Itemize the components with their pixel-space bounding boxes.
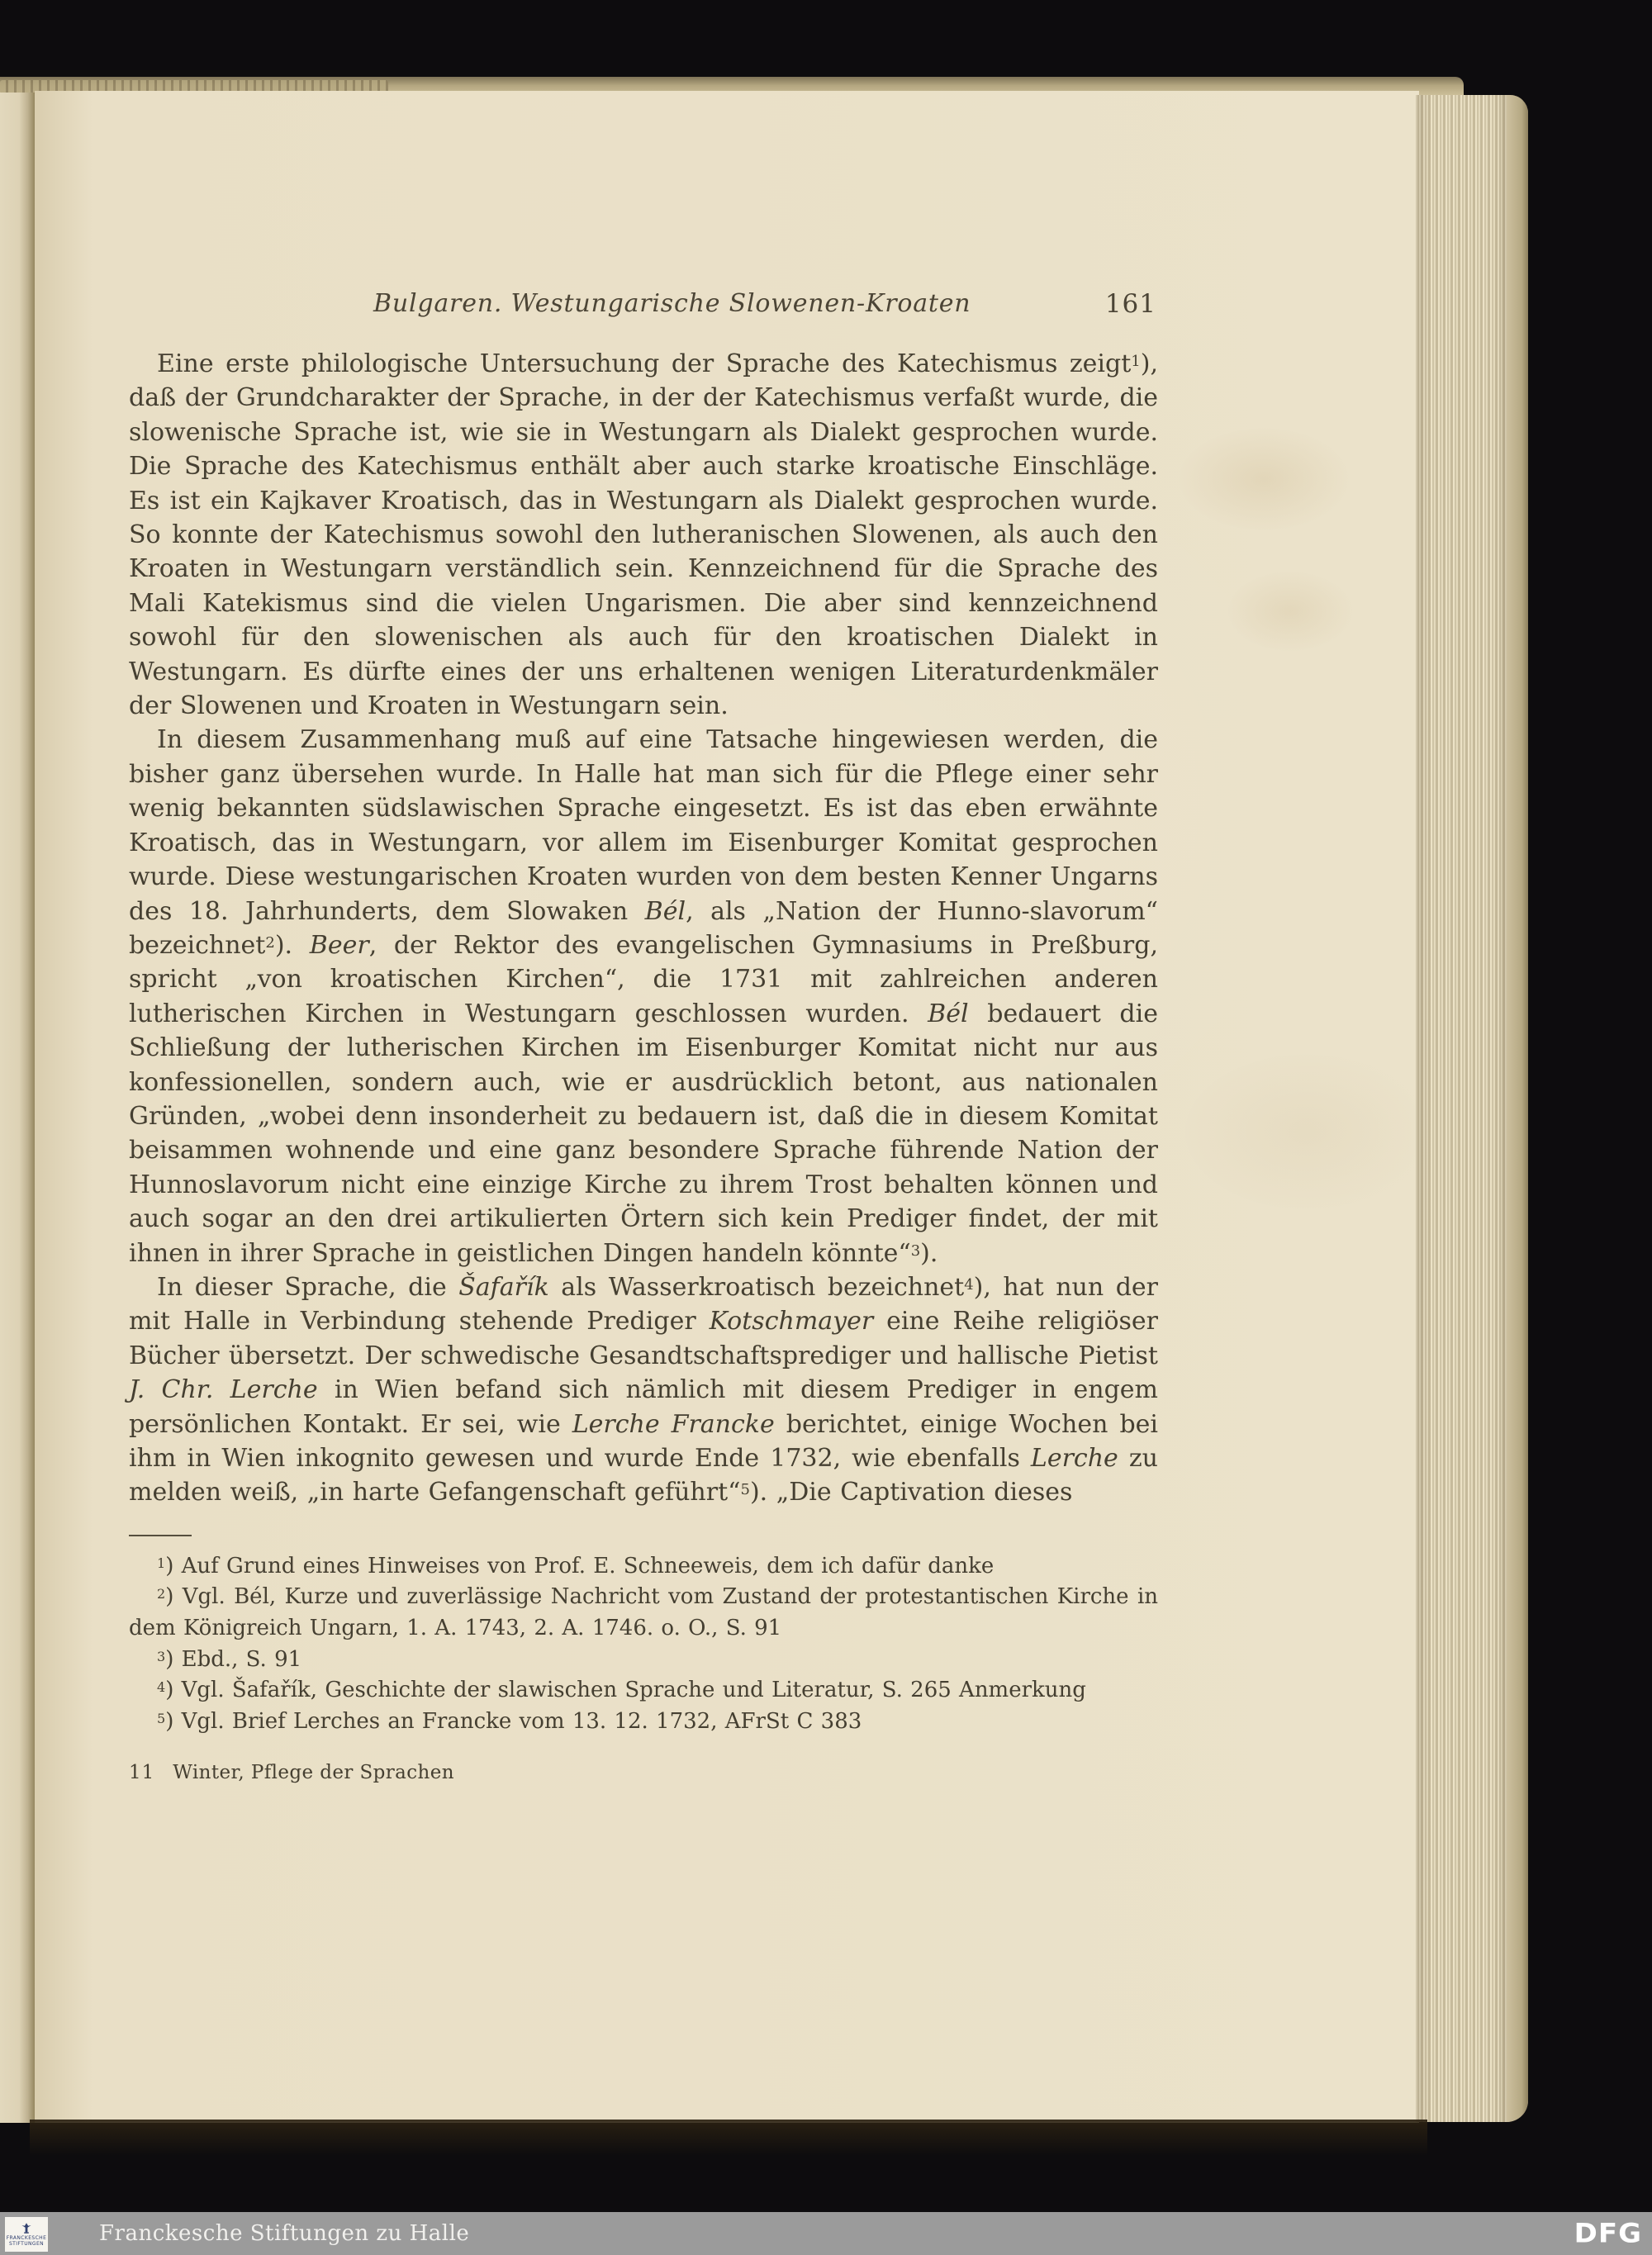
text-run: in Wien befand sich nämlich mit diesem Prediger in engem persönlichen Kontakt. Er sei, wie (129, 1375, 1158, 1439)
text-run: ). (920, 1238, 938, 1268)
footnotes (129, 1551, 1158, 1738)
text-run: In diesem Zusammenhang muß auf eine Tatsache hingewiesen werden, die bisher ganz übersehen wurde. In Halle hat man sich für die Pflege einer sehr wenig bekannten südslawischen Sprache eingesetzt. Es ist das eben erwähnte Kroatisch, das in Westungarn, vor allem im Eisenburger Komitat gesprochen wurde. Diese westungarischen Kroaten wurden von dem besten Kenner Ungarns des 18. Jahrhunderts, dem Slowaken (129, 725, 1158, 926)
printer-signature-line (129, 1762, 1158, 1783)
text-run: ). „Die Captivation dieses (749, 1478, 1073, 1507)
text-run: ). (274, 930, 310, 960)
footnote-reference: 4 (964, 1275, 974, 1294)
footnote (129, 1551, 1158, 1583)
body-paragraphs (129, 347, 1158, 1510)
body-paragraph (129, 1270, 1158, 1510)
text-run: , als „Nation der Hunno-slavorum“ bezeichnet (129, 896, 1159, 960)
book-gutter-edge (0, 93, 35, 2123)
italic-text: Lerche Francke (572, 1409, 775, 1439)
footnote-text: ) Auf Grund eines Hinweises von Prof. E. Schneeweis, dem ich dafür danke (165, 1553, 995, 1578)
footnote-marker: 3 (157, 1648, 166, 1664)
logo-caption-line2: STIFTUNGEN (8, 2241, 45, 2247)
italic-text: Bél (644, 896, 686, 926)
footnote-text: ) Ebd., S. 91 (165, 1646, 302, 1672)
text-run: als Wasserkroatisch bezeichnet (548, 1272, 965, 1302)
footnote-reference: 2 (265, 933, 275, 952)
page-text-block (129, 347, 1158, 1802)
italic-text: Šafařík (458, 1272, 549, 1302)
italic-text: Kotschmayer (709, 1307, 874, 1336)
footnote-text: ) Vgl. Bél, Kurze und zuverlässige Nachricht vom Zustand der protestantischen Kirche in dem Königreich Ungarn, 1. A. 1743, 2. A. 1746. o. O., S. 91 (129, 1584, 1158, 1640)
institution-name: Franckesche Stiftungen zu Halle (99, 2221, 470, 2246)
text-run: ), hat nun der mit Halle in Verbindung stehende Prediger (129, 1272, 1158, 1336)
footnote-reference: 1 (1131, 353, 1141, 370)
text-run: berichtet, einige Wochen bei ihm in Wien inkognito gewesen und wurde Ende 1732, wie ebenfalls (129, 1409, 1158, 1473)
footnote-reference: 3 (910, 1241, 921, 1260)
text-run: bedauert die Schließung der lutherischen Kirchen im Eisenburger Komitat nicht nur aus konfessionellen, sondern auch, wie er ausdrücklich betont, aus nationalen Gründen, „wobei denn insonderheit zu bedauern ist, daß die in diesem Komitat beisammen wohnende und eine ganz besondere Sprache führende Nation der Hunnoslavorum nicht eine einzige Kirche zu ihrem Trost behalten können und auch sogar an den drei artikulierten Örtern sich kein Prediger findet, der mit ihnen in ihrer Sprache in geistlichen Dingen handeln könnte“ (129, 999, 1158, 1268)
text-run: zu melden weiß, „in harte Gefangenschaft geführt“ (129, 1444, 1158, 1507)
dfg-logo: DFG (1574, 2218, 1642, 2249)
footnote (129, 1645, 1158, 1676)
body-paragraph (129, 723, 1158, 1270)
running-header-title: Bulgaren. Westungarische Slowenen-Kroaten (373, 289, 971, 318)
footnote (129, 1707, 1158, 1738)
signature-number: 11 (129, 1762, 155, 1784)
franckesche-eagle-icon (21, 2222, 32, 2234)
footnote-marker: 4 (157, 1679, 166, 1696)
italic-text: Lerche (1030, 1444, 1118, 1473)
footnote-marker: 5 (157, 1710, 166, 1726)
logo-caption-line1: FRANCKESCHE (6, 2235, 47, 2241)
footnote-marker: 2 (157, 1586, 166, 1602)
signature-text: Winter, Pflege der Sprachen (173, 1762, 454, 1784)
text-run: ), daß der Grundcharakter der Sprache, in der der Katechismus verfaßt wurde, die slowenische Sprache ist, wie sie in Westungarn als Dialekt gesprochen wurde. Die Sprache des Katechismus enthält aber auch starke kroatische Einschläge. Es ist ein Kajkaver Kroatisch, das in Westungarn als Dialekt gesprochen wurde. So konnte der Katechismus sowohl den lutheranischen Slowenen, als auch den Kroaten in Westungarn verständlich sein. Kennzeichnend für die Sprache des Mali Katekismus sind die vielen Ungarismen. Die aber sind kennzeichnend sowohl für den slowenischen als auch für den kroatischen Dialekt in Westungarn. Es dürfte eines der uns erhaltenen wenigen Literaturdenkmäler der Slowenen und Kroaten in Westungarn sein. (129, 349, 1158, 721)
page-number: 161 (1104, 289, 1156, 319)
footnote-reference: 5 (740, 1481, 750, 1499)
text-run: In dieser Sprache, die (157, 1272, 459, 1302)
running-header-row (129, 289, 1158, 325)
footnote (129, 1582, 1158, 1644)
franckesche-stiftungen-logo (5, 2217, 48, 2252)
footnote-text: ) Vgl. Brief Lerches an Francke vom 13. 12. 1732, AFrSt C 383 (165, 1708, 862, 1734)
italic-text: Bél (928, 999, 969, 1028)
text-run: , der Rektor des evangelischen Gymnasiums in Preßburg, spricht „von kroatischen Kirchen“, die 1731 mit zahlreichen anderen lutherischen Kirchen in Westungarn geschlossen wurden. (129, 930, 1158, 1028)
footnote-marker: 1 (157, 1555, 166, 1571)
book-fore-edge-pages (1416, 95, 1528, 2122)
italic-text: Beer (309, 930, 369, 960)
body-paragraph (129, 347, 1158, 723)
footnote (129, 1675, 1158, 1707)
text-run: eine Reihe religiöser Bücher übersetzt. Der schwedische Gesandtschaftsprediger und hallische Pietist (129, 1307, 1158, 1370)
footnote-text: ) Vgl. Šafařík, Geschichte der slawischen Sprache und Literatur, S. 265 Anmerkung (165, 1678, 1086, 1703)
text-run: Eine erste philologische Untersuchung der Sprache des Katechismus zeigt (157, 349, 1132, 378)
footnote-separator (129, 1535, 192, 1536)
book-bottom-shadow (30, 2120, 1427, 2156)
italic-text: J. Chr. Lerche (129, 1375, 318, 1405)
viewer-footer-bar (0, 2212, 1652, 2255)
